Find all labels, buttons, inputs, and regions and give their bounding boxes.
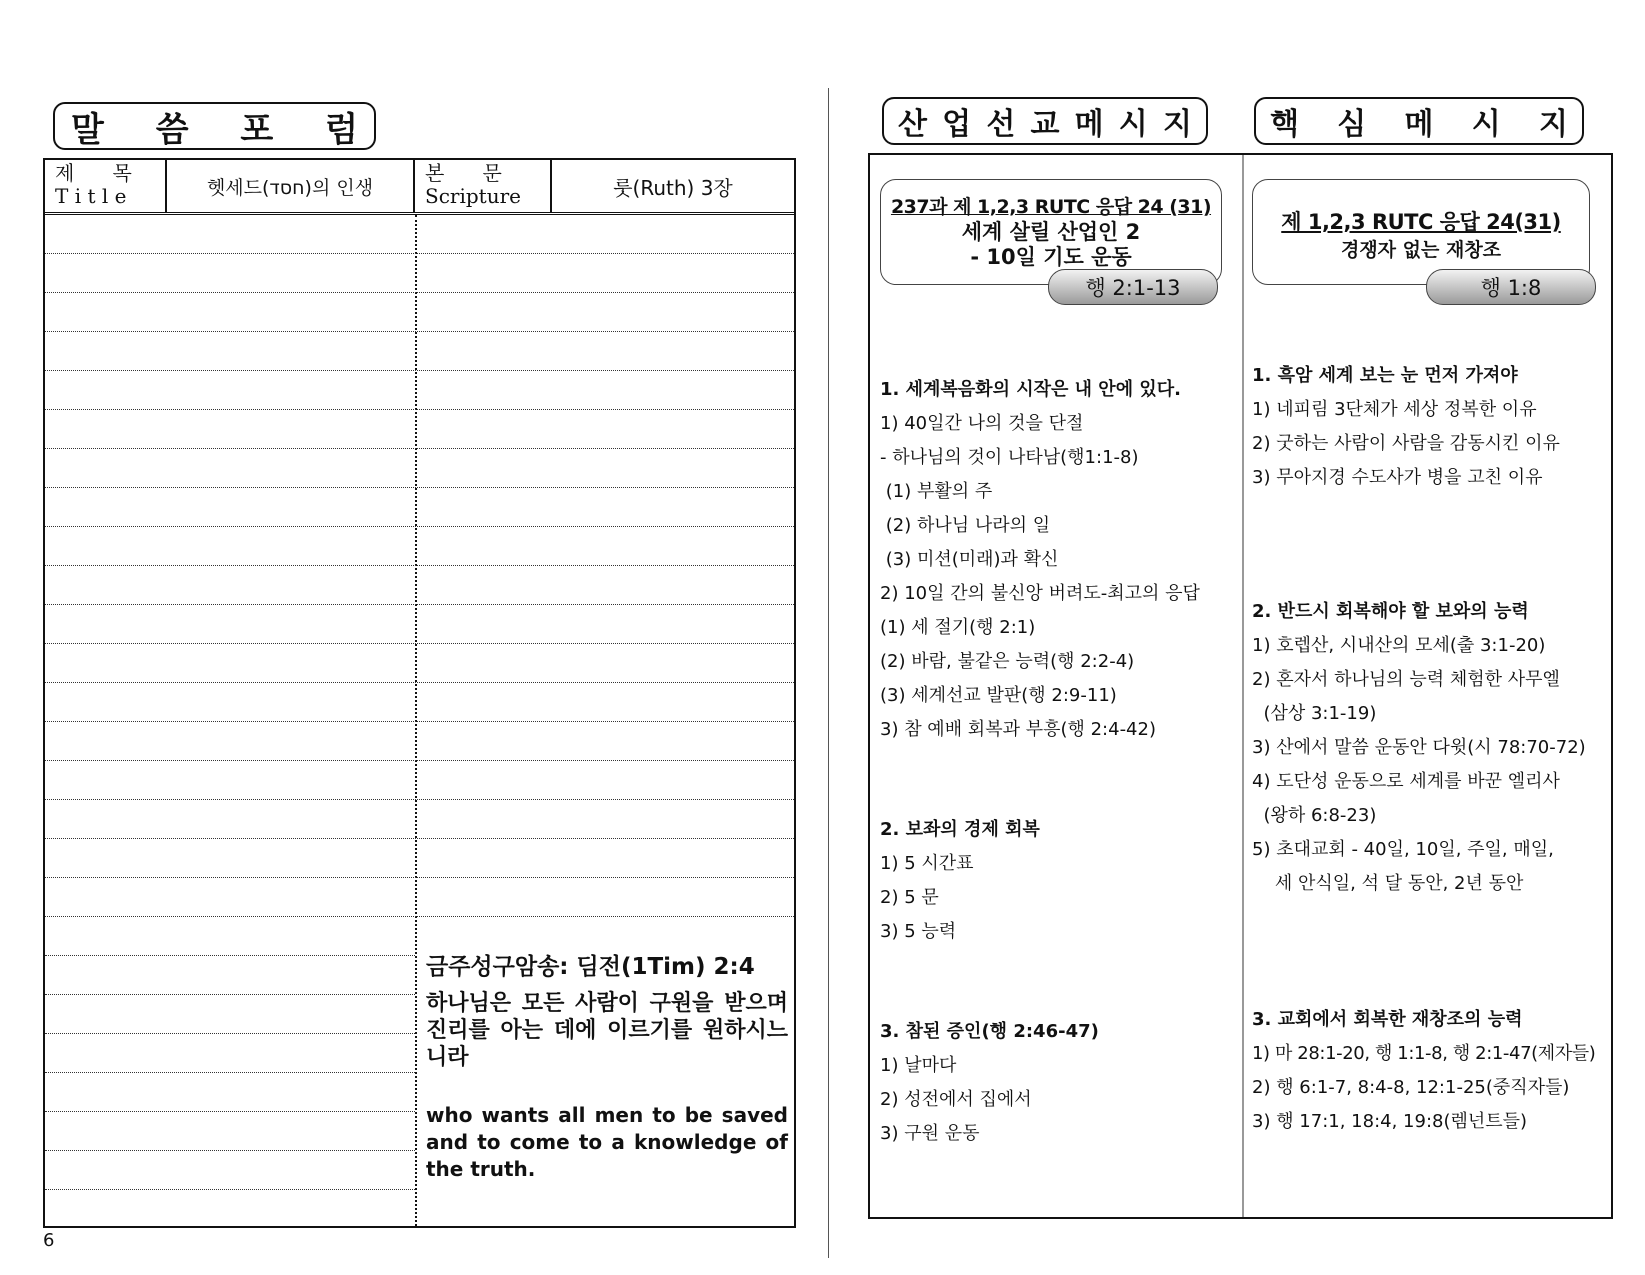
sermon-title: 헷세드(חסד)의 인생 — [206, 176, 374, 199]
note-line — [45, 1189, 415, 1190]
title-label-ko: 제 목 — [55, 161, 132, 185]
note-line — [45, 331, 794, 332]
mission-title-char: 메 — [1074, 107, 1104, 142]
outline-item: 1) 5 시간표 — [880, 853, 974, 874]
outline-section — [1252, 595, 1586, 901]
scripture-value-cell — [552, 160, 794, 212]
note-line — [45, 292, 794, 293]
note-line — [45, 682, 794, 683]
outline-item: 1) 마 28:1-20, 행 1:1-8, 행 2:1-47(제자들) — [1252, 1043, 1596, 1064]
outline-item: (3) 미션(미래)과 확신 — [880, 549, 1059, 570]
outline-item: 세 안식일, 석 달 동안, 2년 동안 — [1252, 873, 1524, 894]
outline-section — [1252, 1003, 1595, 1139]
note-line — [45, 877, 794, 878]
note-line — [45, 1072, 415, 1073]
outline-item: 1) 40일간 나의 것을 단절 — [880, 413, 1084, 434]
forum-title-char: 럼 — [325, 109, 358, 150]
core-reference: 행 1:8 — [1426, 269, 1596, 305]
section-heading: 3. 참된 증인(행 2:46-47) — [880, 1021, 1099, 1042]
outline-section — [880, 813, 1040, 949]
scripture-label-ko: 본 문 — [425, 161, 502, 185]
note-line — [45, 253, 794, 254]
message-panel — [868, 153, 1613, 1219]
outline-item: 5) 초대교회 - 40일, 10일, 주일, 매일, — [1252, 839, 1554, 860]
outline-item: 3) 무아지경 수도사가 병을 고친 이유 — [1252, 467, 1543, 488]
lesson-title-line: - 10일 기도 운동 — [970, 245, 1132, 269]
outline-item: 1) 날마다 — [880, 1055, 957, 1076]
note-line — [45, 721, 794, 722]
page-fold — [828, 88, 829, 1258]
section-heading: 2. 보좌의 경제 회복 — [880, 819, 1040, 840]
page-number: 6 — [43, 1230, 55, 1251]
mission-title-char: 산 — [898, 107, 927, 142]
outline-item: 2) 5 문 — [880, 887, 939, 908]
outline-section — [880, 373, 1200, 747]
note-line — [45, 1150, 415, 1151]
core-lesson-title: 경쟁자 없는 재창조 — [1340, 239, 1502, 261]
outline-item: (1) 세 절기(행 2:1) — [880, 617, 1036, 638]
note-line — [45, 643, 794, 644]
mission-message-title — [882, 97, 1208, 145]
forum-title — [53, 102, 376, 150]
forum-title-char: 씀 — [155, 109, 189, 150]
lesson-reference: 행 2:1-13 — [1048, 269, 1218, 305]
note-line — [45, 1033, 415, 1034]
scripture-label-en: Scripture — [425, 184, 521, 208]
core-title-char: 메 — [1404, 107, 1434, 142]
outline-item: (2) 바람, 불같은 능력(행 2:2-4) — [880, 651, 1135, 672]
section-heading: 3. 교회에서 회복한 재창조의 능력 — [1252, 1009, 1523, 1030]
lesson-number: 237과 제 1,2,3 RUTC 응답 24 (31) — [890, 196, 1212, 218]
section-heading: 1. 흑암 세계 보는 눈 먼저 가져야 — [1252, 365, 1518, 386]
mission-title-char: 업 — [942, 107, 972, 142]
outline-item: (삼상 3:1-19) — [1252, 703, 1377, 724]
lesson-title-line: 세계 살릴 산업인 2 — [961, 220, 1141, 244]
outline-item: 2) 행 6:1-7, 8:4-8, 12:1-25(중직자들) — [1252, 1077, 1570, 1098]
forum-title-char: 포 — [240, 109, 274, 150]
outline-section — [880, 1015, 1099, 1151]
section-heading: 2. 반드시 회복해야 할 보와의 능력 — [1252, 601, 1529, 622]
note-line — [45, 799, 794, 800]
outline-item: 3) 참 예배 회복과 부흥(행 2:4-42) — [880, 719, 1156, 740]
title-label-cell — [45, 160, 167, 212]
outline-item: 3) 행 17:1, 18:4, 19:8(렘넌트들) — [1252, 1111, 1528, 1132]
outline-section — [1252, 359, 1560, 495]
scripture-label-cell — [415, 160, 552, 212]
mission-title-char: 교 — [1030, 107, 1060, 142]
note-line — [45, 526, 794, 527]
note-line — [45, 565, 794, 566]
forum-title-char: 말 — [71, 109, 104, 150]
form-header — [45, 160, 794, 215]
note-line — [45, 838, 794, 839]
title-value-cell — [167, 160, 415, 212]
note-line — [45, 760, 794, 761]
sermon-note-form — [43, 158, 796, 1228]
outline-item: (왕하 6:8-23) — [1252, 805, 1377, 826]
mission-title-char: 지 — [1162, 107, 1192, 142]
title-label-en: T i t l e — [55, 184, 127, 208]
outline-item: 2) 성전에서 집에서 — [880, 1089, 1032, 1110]
outline-item: 2) 굿하는 사람이 사람을 감동시킨 이유 — [1252, 433, 1560, 454]
outline-item: 2) 혼자서 하나님의 능력 체험한 사무엘 — [1252, 669, 1560, 690]
outline-item: 2) 10일 간의 불신앙 버려도-최고의 응답 — [880, 583, 1200, 604]
scripture-reference: 룻(Ruth) 3장 — [613, 175, 733, 200]
outline-item: (3) 세계선교 발판(행 2:9-11) — [880, 685, 1117, 706]
note-line — [45, 487, 794, 488]
panel-divider — [1242, 155, 1244, 1217]
memory-verse-korean: 하나님은 모든 사람이 구원을 받으며 진리를 아는 데에 이르기를 원하시느니라 — [426, 991, 788, 1070]
core-title-char: 지 — [1539, 107, 1568, 142]
outline-item: (2) 하나님 나라의 일 — [880, 515, 1051, 536]
core-message-title — [1254, 97, 1584, 145]
note-line — [45, 370, 794, 371]
outline-item: 1) 호렙산, 시내산의 모세(출 3:1-20) — [1252, 635, 1546, 656]
mission-title-char: 시 — [1118, 107, 1148, 142]
note-line — [45, 994, 415, 995]
outline-item: 4) 도단성 운동으로 세계를 바꾼 엘리사 — [1252, 771, 1560, 792]
note-line — [45, 448, 794, 449]
core-title-char: 핵 — [1270, 107, 1299, 142]
note-line — [45, 409, 794, 410]
outline-item: - 하나님의 것이 나타남(행1:1-8) — [880, 447, 1139, 468]
note-line — [45, 604, 794, 605]
outline-item: 3) 구원 운동 — [880, 1123, 980, 1144]
note-line — [45, 955, 415, 956]
note-line — [45, 916, 794, 917]
core-title-char: 시 — [1471, 107, 1501, 142]
note-line — [45, 1111, 415, 1112]
core-title-char: 심 — [1337, 107, 1367, 142]
memory-verse-english: who wants all men to be saved and to come to a knowledge of the truth. — [426, 1103, 788, 1181]
outline-item: 3) 산에서 말씀 운동안 다윗(시 78:70-72) — [1252, 737, 1586, 758]
outline-item: (1) 부활의 주 — [880, 481, 993, 502]
mission-title-char: 선 — [986, 107, 1016, 142]
outline-item: 3) 5 능력 — [880, 921, 957, 942]
memory-verse-heading: 금주성구암송: 딤전(1Tim) 2:4 — [426, 954, 755, 980]
section-heading: 1. 세계복음화의 시작은 내 안에 있다. — [880, 379, 1181, 400]
core-lesson-number: 제 1,2,3 RUTC 응답 24(31) — [1281, 210, 1561, 234]
outline-item: 1) 네피림 3단체가 세상 정복한 이유 — [1252, 399, 1537, 420]
